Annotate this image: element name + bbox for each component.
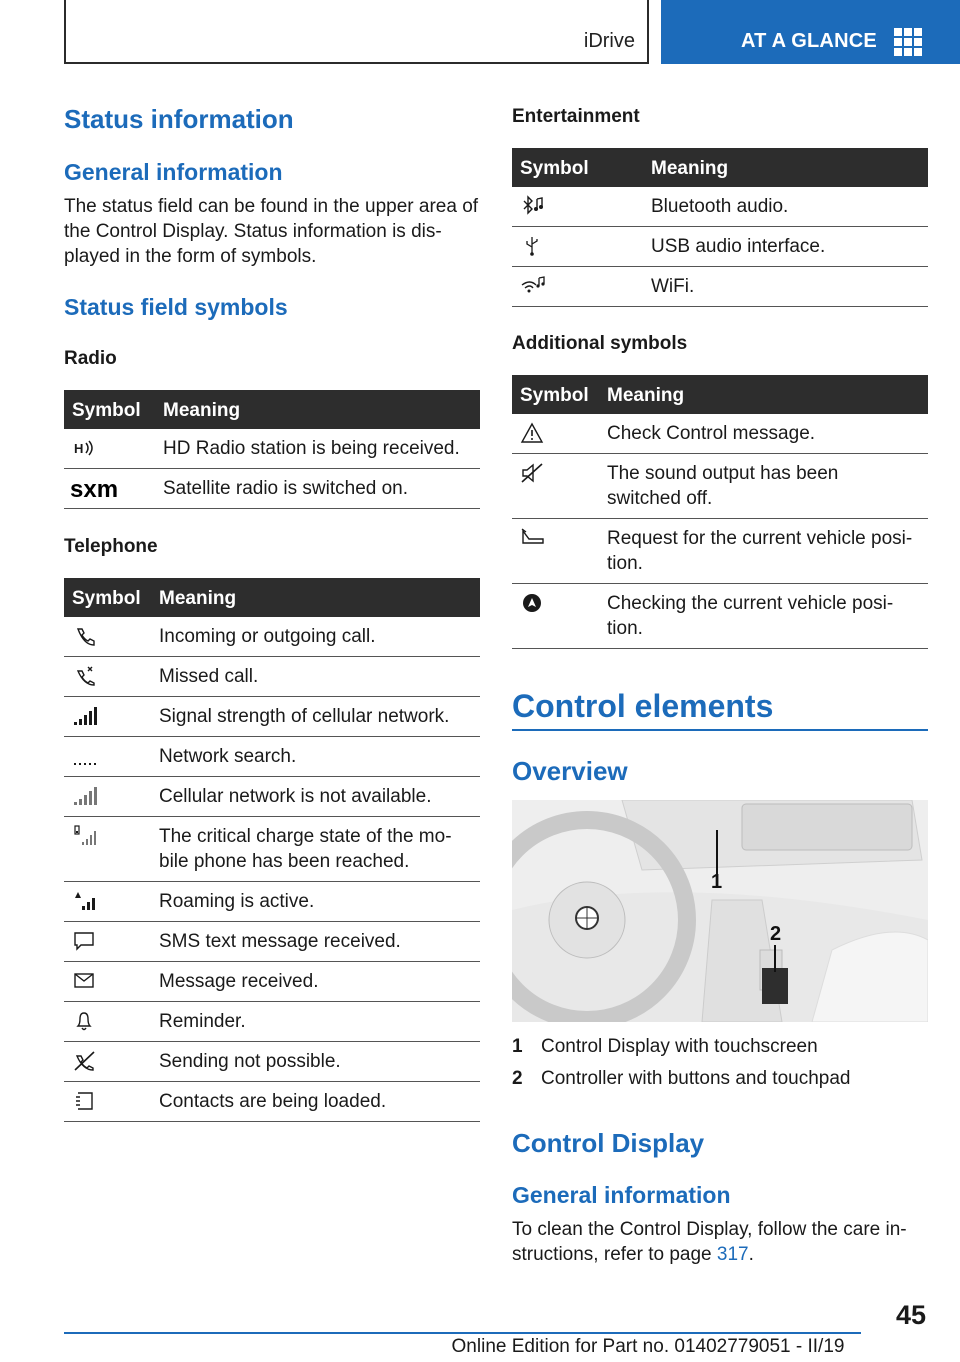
page-number: 45 (896, 1300, 927, 1330)
signal-strength-icon (72, 705, 98, 727)
table-row: The sound output has been switched off. (512, 454, 928, 519)
svg-text:sxm: sxm (70, 477, 119, 501)
header-chapter-tab[interactable] (661, 0, 960, 64)
table-row: Network search. (64, 737, 480, 777)
sms-icon (72, 930, 98, 952)
table-row: Request for the current vehicle posi‐ tion. (512, 519, 928, 584)
hd-radio-icon (72, 437, 98, 459)
table-row: Check Control message. (512, 414, 928, 454)
heading-rule (512, 729, 928, 731)
page-link[interactable]: 317 (716, 1244, 749, 1265)
table-row: USB audio interface. (512, 227, 928, 267)
callout-1: 1 (711, 871, 723, 893)
radio-heading: Radio (64, 348, 117, 369)
header-section-box (64, 0, 649, 64)
bluetooth-audio-icon (520, 195, 546, 217)
vehicle-position-request-icon (520, 527, 546, 549)
legend-item: 2 Controller with buttons and touchpad (512, 1068, 851, 1089)
table-row: SMS text message received. (64, 922, 480, 962)
general-info-heading: General information (64, 159, 283, 185)
table-row: Roaming is active. (64, 882, 480, 922)
usb-icon (520, 235, 546, 257)
telephone-heading: Telephone (64, 536, 158, 557)
low-battery-icon (72, 825, 98, 847)
page-title: Status information (64, 104, 294, 134)
cd-general-text: To clean the Control Display, follow the care in‐ structions, refer to page 317. (512, 1219, 907, 1265)
general-info-text: The status field can be found in the upper area of the Control Display. Status information is dis‐ played in the form of symbols. (64, 196, 479, 267)
table-header: Symbol Meaning (512, 148, 928, 187)
table-row: sxm Satellite radio is switched on. (64, 469, 480, 509)
envelope-icon (72, 970, 98, 992)
table-header: Symbol Meaning (64, 578, 480, 617)
chapter-title: AT A GLANCE (741, 30, 877, 52)
status-field-symbols-heading: Status field symbols (64, 294, 288, 320)
section-title: iDrive (583, 30, 635, 52)
legend-item: 1 Control Display with touchscreen (512, 1036, 818, 1057)
entertainment-heading: Entertainment (512, 106, 640, 127)
sound-off-icon (520, 462, 546, 484)
footer-edition: Online Edition for Part no. 01402779051 - II/19 (451, 1336, 845, 1357)
table-row: Sending not possible. (64, 1042, 480, 1082)
roaming-icon (72, 890, 98, 912)
svg-text:H: H (74, 441, 84, 456)
callout-2: 2 (770, 923, 782, 945)
table-row: Signal strength of cellular network. (64, 697, 480, 737)
additional-symbols-table (512, 375, 928, 649)
cd-general-heading: General information (512, 1182, 731, 1208)
missed-call-icon (72, 665, 98, 687)
additional-symbols-heading: Additional symbols (512, 333, 688, 354)
contacts-loading-icon (72, 1090, 98, 1112)
control-elements-heading: Control elements (512, 688, 774, 724)
vehicle-position-check-icon (520, 592, 546, 614)
table-row: Cellular network is not available. (64, 777, 480, 817)
entertainment-table (512, 148, 928, 307)
wifi-icon (520, 275, 546, 297)
overview-heading: Overview (512, 756, 628, 786)
table-row: Bluetooth audio. (512, 187, 928, 227)
sending-blocked-icon (72, 1050, 98, 1072)
no-network-icon (72, 785, 98, 807)
cockpit-illustration (512, 800, 928, 1022)
table-header: Symbol Meaning (512, 375, 928, 414)
table-row: Reminder. (64, 1002, 480, 1042)
table-row: H HD Radio station is being received. (64, 429, 480, 469)
grid-icon (894, 28, 922, 56)
radio-table (64, 390, 480, 509)
table-row: Incoming or outgoing call. (64, 617, 480, 657)
table-row: Checking the current vehicle posi‐ tion. (512, 584, 928, 649)
table-row: Message received. (64, 962, 480, 1002)
table-row: WiFi. (512, 267, 928, 307)
table-row: Contacts are being loaded. (64, 1082, 480, 1122)
control-display-heading: Control Display (512, 1128, 705, 1158)
table-row: Missed call. (64, 657, 480, 697)
network-search-icon (72, 745, 98, 767)
phone-call-icon (72, 625, 98, 647)
table-row: The critical charge state of the mo‐ bile phone has been reached. (64, 817, 480, 882)
telephone-table (64, 578, 480, 1122)
sxm-logo-icon (70, 477, 144, 501)
bell-icon (72, 1010, 98, 1032)
footer-rule (64, 1332, 861, 1334)
warning-triangle-icon (520, 422, 546, 444)
table-header: Symbol Meaning (64, 390, 480, 429)
